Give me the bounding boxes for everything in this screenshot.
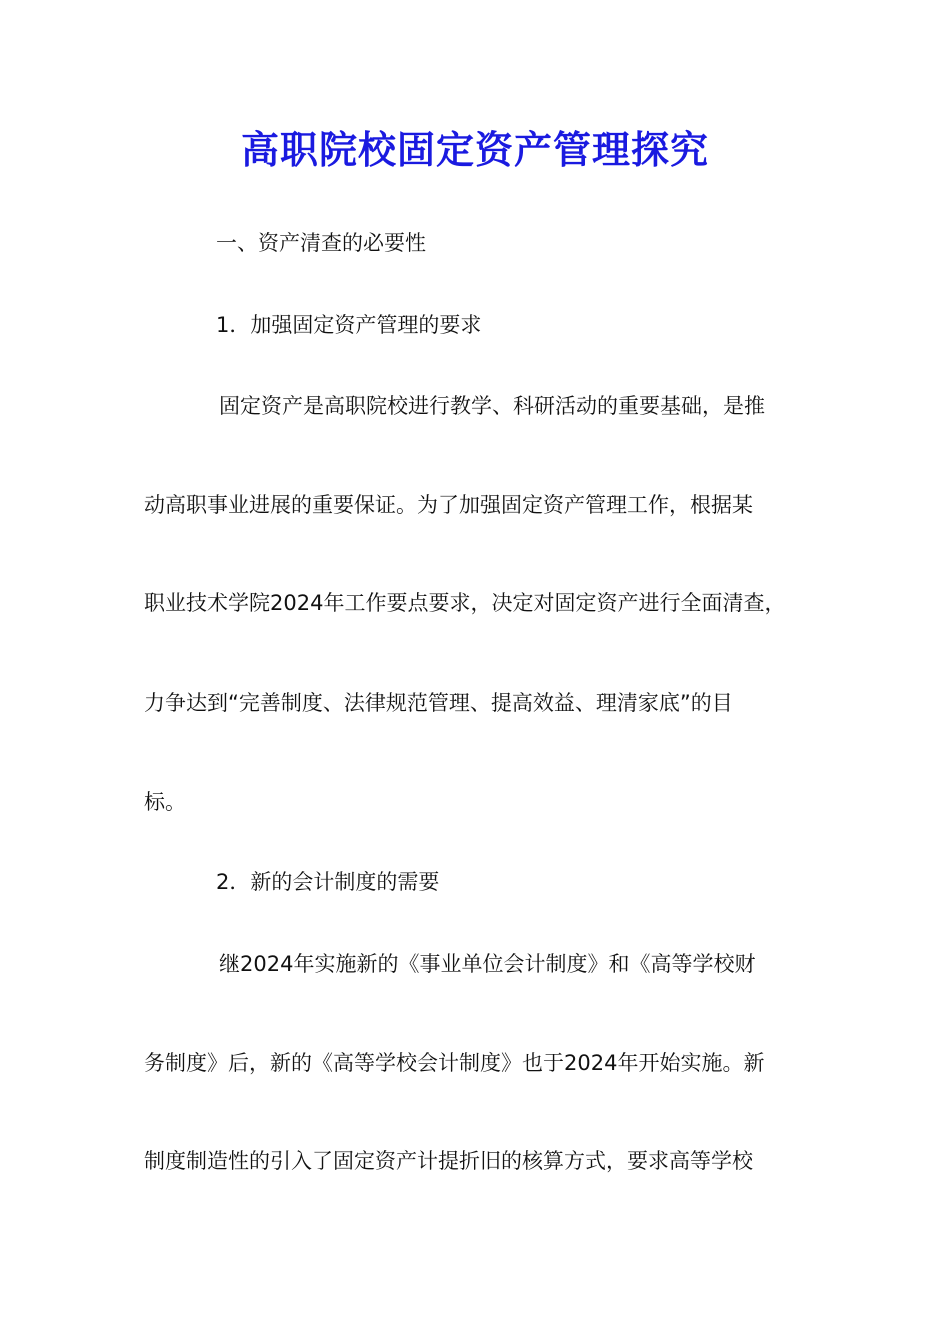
paragraph-line: 力争达到“完善制度、法律规范管理、提高效益、理清家底”的目 <box>144 691 733 715</box>
paragraph-line: 制度制造性的引入了固定资产计提折旧的核算方式，要求高等学校 <box>144 1149 753 1173</box>
paragraph-line: 动高职事业进展的重要保证。为了加强固定资产管理工作，根据某 <box>144 493 753 517</box>
paragraph-line: 继2024年实施新的《事业单位会计制度》和《高等学校财 <box>219 952 756 976</box>
paragraph-line: 标。 <box>144 790 186 814</box>
subsection-heading: 2．新的会计制度的需要 <box>216 870 440 894</box>
subsection-heading: 1．加强固定资产管理的要求 <box>216 313 482 337</box>
paragraph-line: 固定资产是高职院校进行教学、科研活动的重要基础，是推 <box>219 394 765 418</box>
section-heading: 一、资产清查的必要性 <box>216 231 426 255</box>
paragraph-line: 职业技术学院2024年工作要点要求，决定对固定资产进行全面清查， <box>144 591 786 615</box>
document-title: 高职院校固定资产管理探究 <box>240 127 709 172</box>
paragraph-line: 务制度》后，新的《高等学校会计制度》也于2024年开始实施。新 <box>144 1051 765 1075</box>
